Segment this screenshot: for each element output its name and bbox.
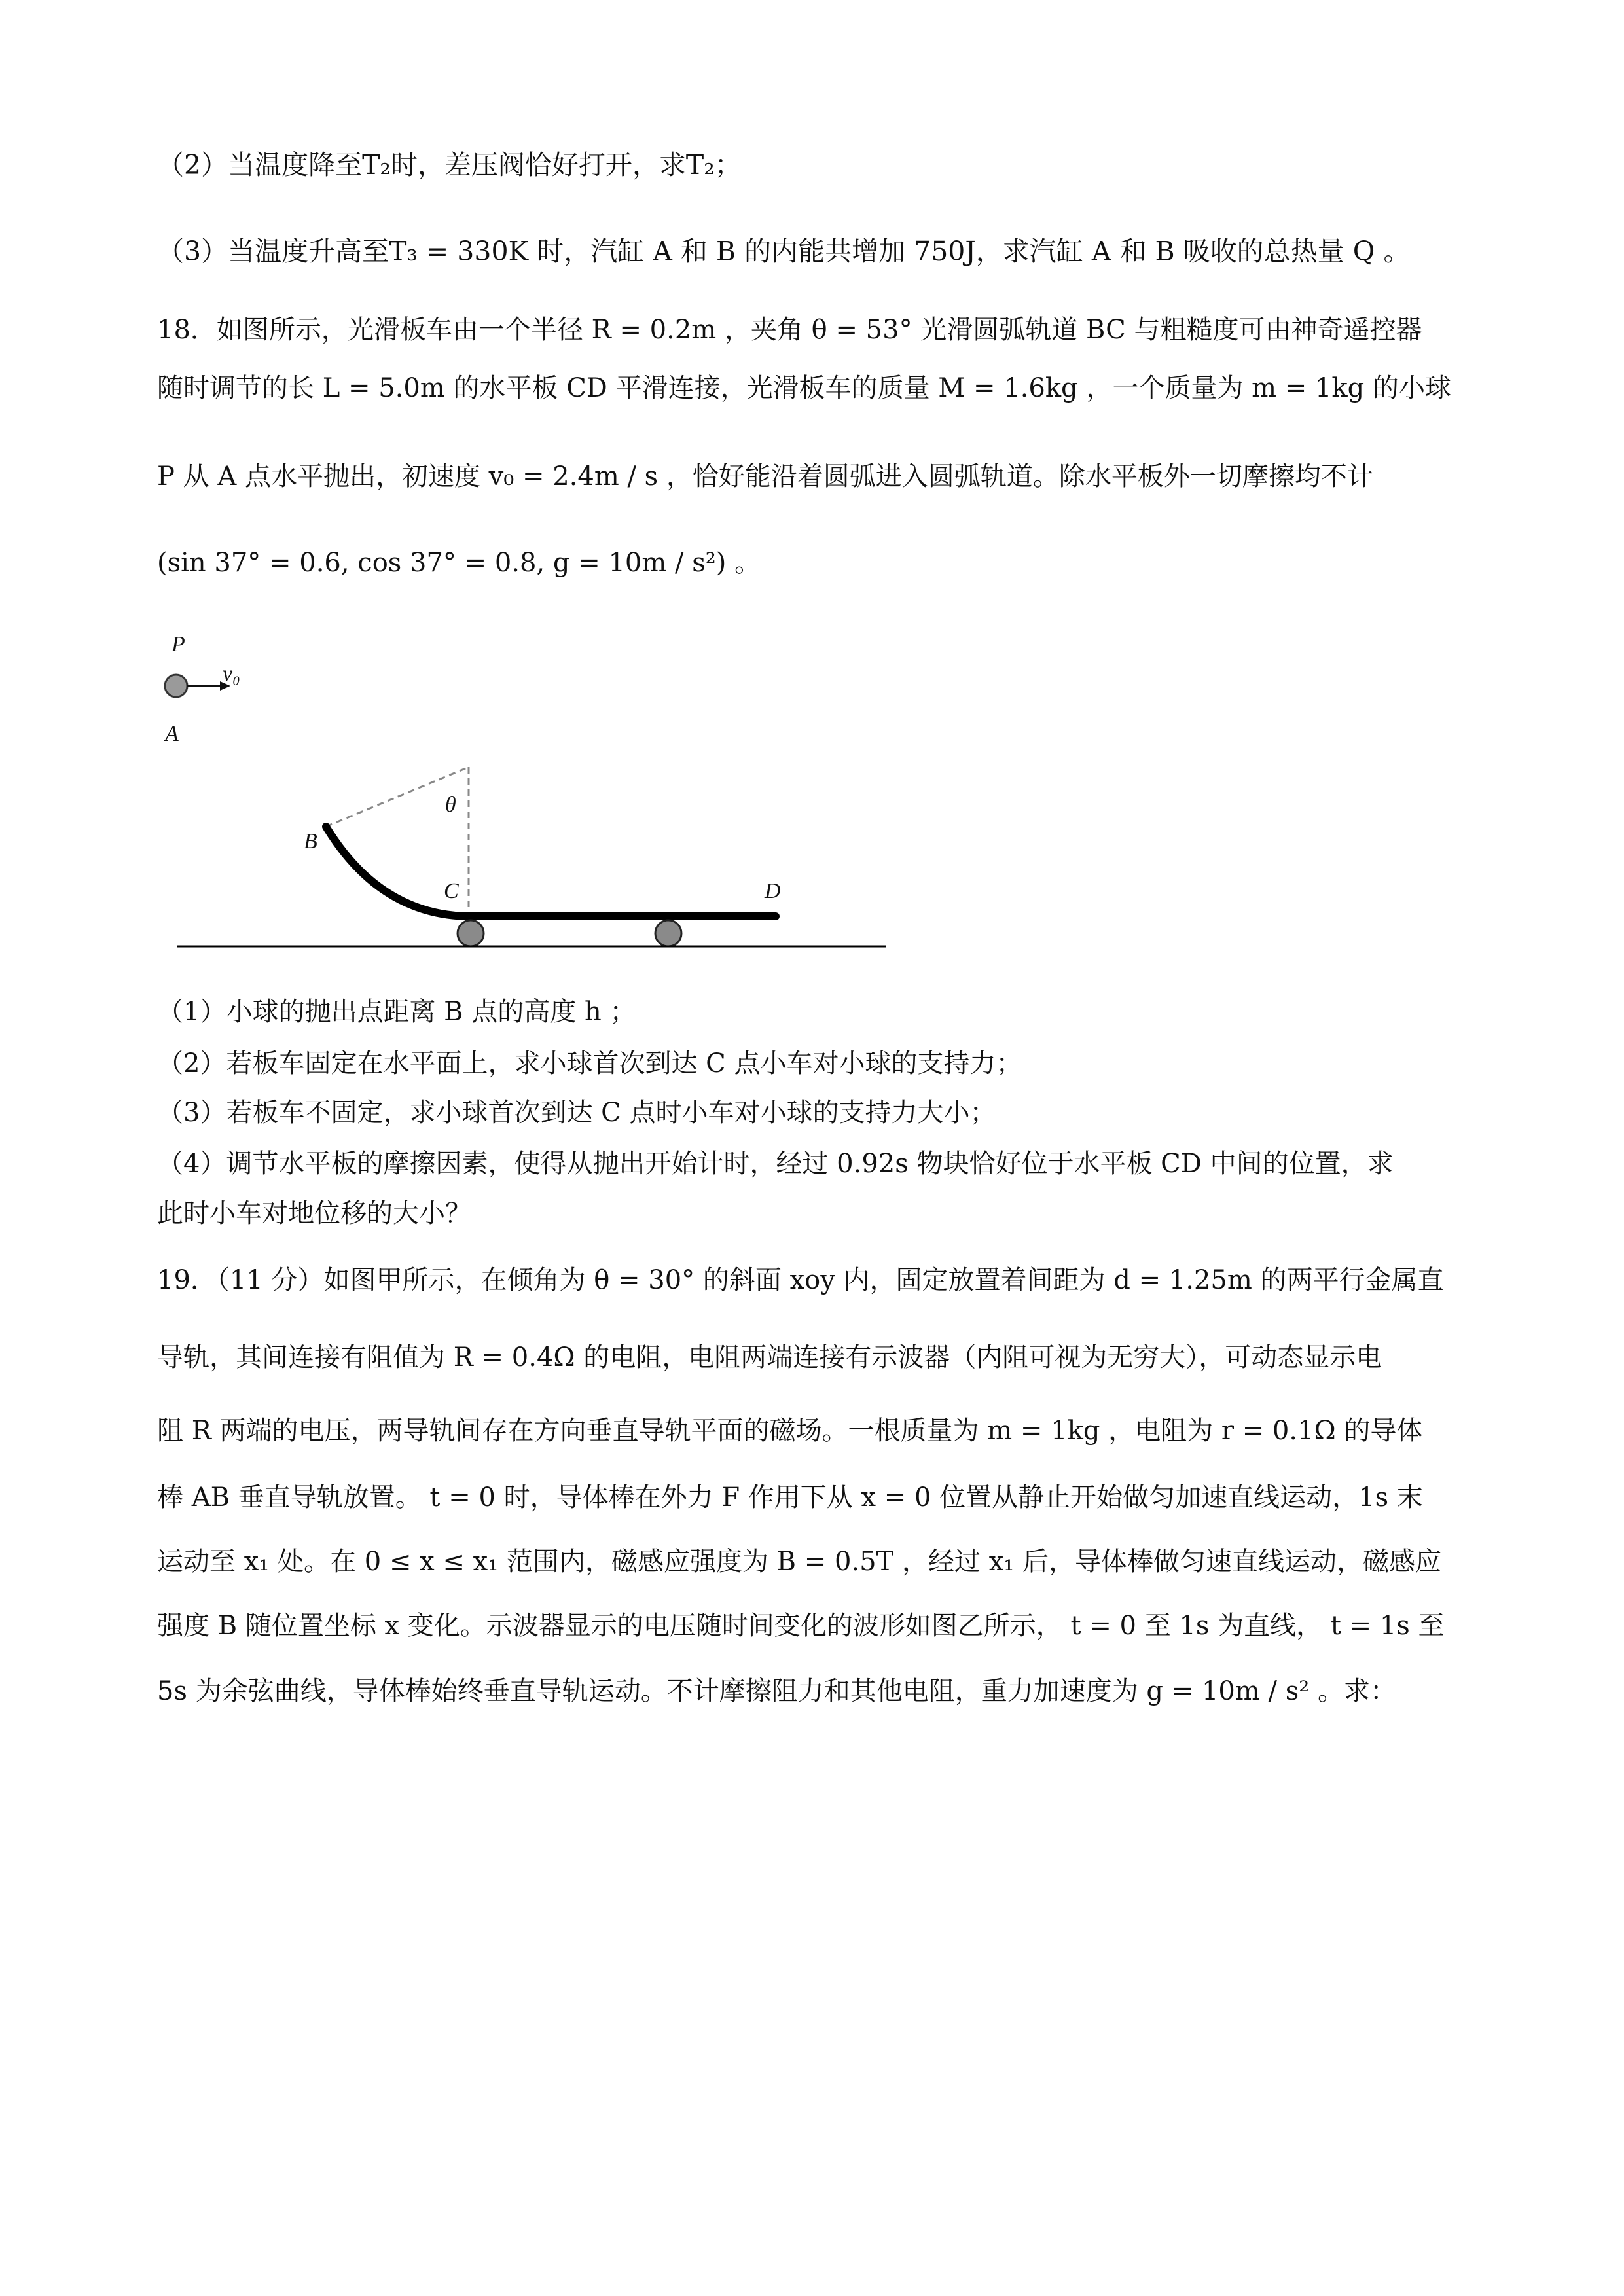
label-v0: v₀ bbox=[223, 662, 240, 686]
label-B: B bbox=[304, 829, 317, 853]
q18-line3: P 从 A 点水平抛出，初速度 v₀ = 2.4m / s ，恰好能沿着圆弧进入圆弧轨道。除水平板外一切摩擦均不计 bbox=[157, 461, 1373, 492]
label-theta: θ bbox=[445, 793, 456, 817]
q18-part1: （1）小球的抛出点距离 B 点的高度 h ； bbox=[157, 997, 636, 1027]
q19-line6: 强度 B 随位置坐标 x 变化。示波器显示的电压随时间变化的波形如图乙所示， t = 0 至 1s 为直线， t = 1s 至 bbox=[157, 1611, 1445, 1641]
label-A: A bbox=[165, 722, 179, 746]
q18-line2: 随时调节的长 L = 5.0m 的水平板 CD 平滑连接，光滑板车的质量 M = 1.6kg ，一个质量为 m = 1kg 的小球 bbox=[157, 373, 1451, 403]
q18-part2: （2）若板车固定在水平面上，求小球首次到达 C 点小车对小球的支持力； bbox=[157, 1049, 1022, 1079]
q19-line4: 棒 AB 垂直导轨放置。 t = 0 时，导体棒在外力 F 作用下从 x = 0 位置从静止开始做匀加速直线运动，1s 末 bbox=[157, 1482, 1423, 1513]
q19-line5: 运动至 x₁ 处。在 0 ≤ x ≤ x₁ 范围内，磁感应强度为 B = 0.5T ，经过 x₁ 后，导体棒做匀速直线运动，磁感应 bbox=[157, 1547, 1442, 1577]
q18-part3: （3）若板车不固定，求小球首次到达 C 点时小车对小球的支持力大小； bbox=[157, 1098, 996, 1128]
q18-part4b: 此时小车对地位移的大小？ bbox=[157, 1198, 471, 1229]
q18-line1: 18．如图所示，光滑板车由一个半径 R = 0.2m ，夹角 θ = 53° 光滑圆弧轨道 BC 与粗糙度可由神奇遥控器 bbox=[157, 315, 1422, 345]
q17-part2: （2）当温度降至T₂时，差压阀恰好打开，求T₂； bbox=[157, 149, 742, 181]
q17-part3: （3）当温度升高至T₃ = 330K 时，汽缸 A 和 B 的内能共增加 750J，求汽缸 A 和 B 吸收的总热量 Q 。 bbox=[157, 236, 1411, 267]
q19-line3: 阻 R 两端的电压，两导轨间存在方向垂直导轨平面的磁场。一根质量为 m = 1kg ，电阻为 r = 0.1Ω 的导体 bbox=[157, 1416, 1423, 1446]
q18-line4: (sin 37° = 0.6, cos 37° = 0.8, g = 10m / s²) 。 bbox=[157, 548, 761, 578]
q19-line1: 19．（11 分）如图甲所示，在倾角为 θ = 30° 的斜面 xoy 内，固定放置着间距为 d = 1.25m 的两平行金属直 bbox=[157, 1265, 1444, 1295]
label-P: P bbox=[171, 632, 185, 656]
wheel-right bbox=[655, 920, 681, 946]
label-D: D bbox=[765, 879, 781, 903]
q18-part4a: （4）调节水平板的摩擦因素，使得从抛出开始计时，经过 0.92s 物块恰好位于水平板 CD 中间的位置，求 bbox=[157, 1149, 1394, 1179]
ball-P bbox=[165, 675, 187, 697]
q19-line2: 导轨，其间连接有阻值为 R = 0.4Ω 的电阻，电阻两端连接有示波器（内阻可视为无穷大），可动态显示电 bbox=[157, 1342, 1382, 1372]
label-C: C bbox=[444, 879, 459, 903]
q19-line7: 5s 为余弦曲线，导体棒始终垂直导轨运动。不计摩擦阻力和其他电阻，重力加速度为 g = 10m / s² 。求： bbox=[157, 1676, 1396, 1706]
wheel-left bbox=[458, 920, 484, 946]
